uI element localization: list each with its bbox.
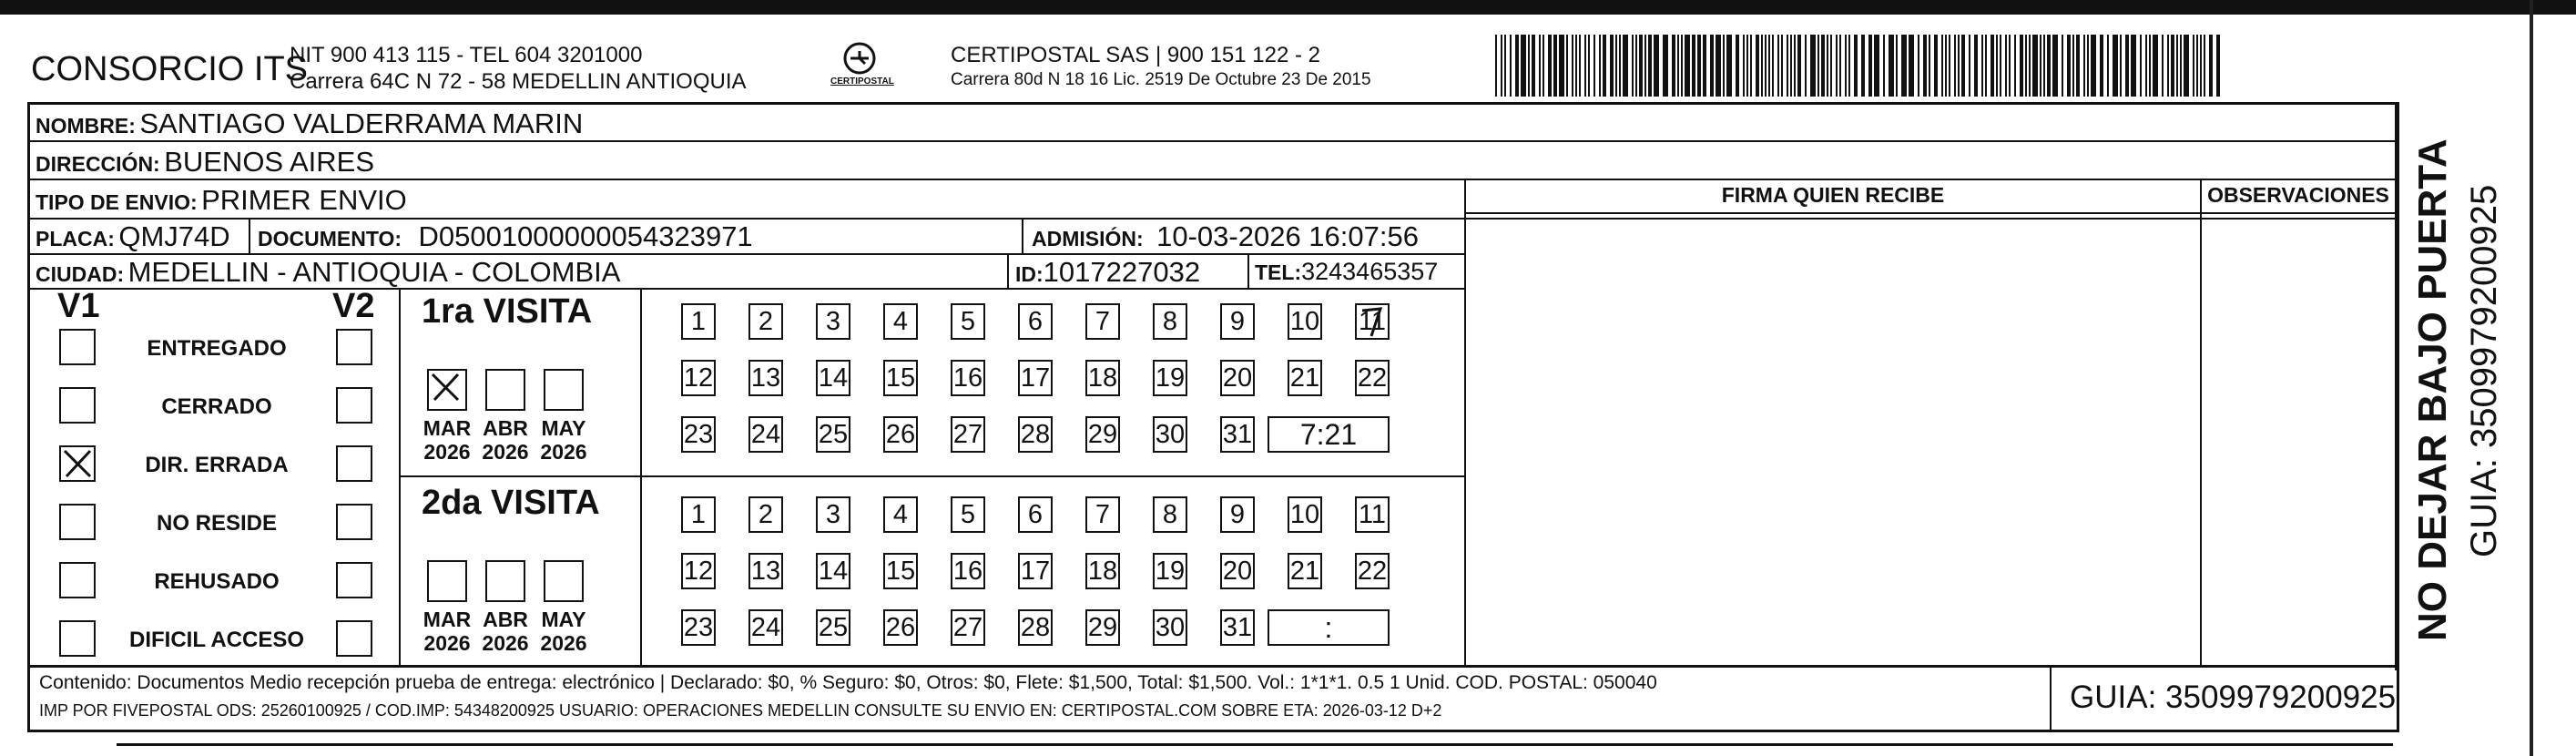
day-box[interactable]: 4: [883, 303, 918, 340]
barcode-bar: [1681, 35, 1683, 97]
barcode-bar: [2072, 35, 2074, 97]
barcode-bar: [1918, 35, 1919, 97]
status-label: NO RESIDE: [156, 511, 278, 536]
barcode-bar: [1991, 35, 1994, 97]
barcode-bar: [1495, 35, 1497, 97]
barcode-bar: [2193, 35, 2194, 97]
barcode-bar: [1889, 35, 1894, 97]
barcode-bar: [2047, 35, 2051, 97]
barcode-bar: [2120, 35, 2122, 97]
company-address: Carrera 64C N 72 - 58 MEDELLIN ANTIOQUIA: [290, 69, 747, 94]
v1-header: V1: [57, 287, 100, 325]
barcode-bar: [1528, 35, 1530, 97]
day-box[interactable]: 21: [1288, 553, 1322, 589]
visit2-title: 2da VISITA: [422, 484, 600, 522]
visit1-title: 1ra VISITA: [422, 292, 593, 331]
day-box[interactable]: 26: [883, 416, 918, 453]
admision-label: ADMISIÓN:: [1032, 227, 1144, 250]
barcode-bar: [2087, 35, 2089, 97]
v1-checkbox[interactable]: [59, 387, 96, 424]
barcode-bar: [2180, 35, 2182, 97]
tipo-label: TIPO DE ENVIO:: [36, 190, 198, 214]
certipostal-nit: CERTIPOSTAL SAS | 900 151 122 - 2: [951, 43, 1320, 67]
time-box[interactable]: :: [1268, 609, 1390, 646]
tel-value: 3243465357: [1301, 258, 1439, 285]
admision-value: 10-03-2026 16:07:56: [1156, 220, 1419, 252]
barcode-bar: [1854, 35, 1858, 97]
day-box[interactable]: 5: [951, 496, 985, 533]
day-box[interactable]: 2: [748, 496, 783, 533]
barcode-bar: [2196, 35, 2198, 97]
barcode-bar: [1974, 35, 1978, 97]
tel-label: TEL:: [1255, 261, 1302, 284]
barcode-bar: [2043, 35, 2045, 97]
v2-checkbox[interactable]: [336, 445, 372, 482]
footer-box: [27, 667, 2399, 732]
barcode-bar: [1805, 35, 1807, 97]
day-box[interactable]: 18: [1085, 360, 1120, 396]
day-box[interactable]: 24: [748, 416, 783, 453]
day-box[interactable]: 13: [748, 360, 783, 396]
nombre-label: NOMBRE:: [36, 114, 136, 138]
right-edge-line: [2530, 0, 2533, 756]
barcode-bar: [1941, 35, 1943, 97]
day-box[interactable]: 13: [748, 553, 783, 589]
day-box[interactable]: 30: [1153, 416, 1187, 453]
barcode-bar: [1961, 35, 1965, 97]
day-box[interactable]: 27: [951, 416, 985, 453]
company-name: CONSORCIO ITS: [31, 50, 309, 88]
barcode-bar: [1593, 35, 1595, 97]
barcode-bar: [1504, 35, 1506, 97]
barcode-bar: [1532, 35, 1535, 97]
barcode-bar: [2145, 35, 2147, 97]
delivery-form: [27, 102, 2399, 668]
barcode-bar: [2100, 35, 2103, 97]
barcode-bar: [1588, 35, 1590, 97]
day-box[interactable]: 21: [1288, 360, 1322, 396]
month-checkbox[interactable]: [485, 369, 525, 411]
barcode-bar: [1553, 35, 1557, 97]
day-box[interactable]: 27: [951, 609, 985, 646]
status-label: DIR. ERRADA: [145, 453, 289, 477]
barcode-bar: [1768, 35, 1770, 97]
day-box[interactable]: 3: [816, 303, 850, 340]
barcode-bar: [2107, 35, 2109, 97]
barcode-bar: [2040, 35, 2041, 97]
day-box[interactable]: 14: [816, 553, 850, 589]
day-box[interactable]: 29: [1085, 609, 1120, 646]
barcode-bar: [2009, 35, 2011, 97]
v2-checkbox[interactable]: [336, 562, 372, 598]
day-box[interactable]: 28: [1018, 416, 1053, 453]
barcode-bar: [2091, 35, 2096, 97]
day-box[interactable]: 22: [1355, 360, 1390, 396]
footer-line-2: IMP POR FIVEPOSTAL ODS: 25260100925 / COD.IMP: 54348200925 USUARIO: OPERACIONES MEDELLIN CONSULTE SU ENVIO EN: CERTIPOSTAL.COM SOBRE ETA: 2026-03-12 D+2: [39, 701, 1442, 720]
day-box[interactable]: 2: [748, 303, 783, 340]
barcode-bar: [1883, 35, 1885, 97]
logo-caption: CERTIPOSTAL: [830, 77, 894, 87]
v2-checkbox[interactable]: [336, 387, 372, 424]
barcode-bar: [1623, 35, 1628, 97]
barcode-bar: [2032, 35, 2038, 97]
barcode-bar: [1572, 35, 1573, 97]
day-box[interactable]: 5: [951, 303, 985, 340]
barcode-bar: [2062, 35, 2063, 97]
documento-row: [258, 220, 753, 253]
day-box[interactable]: 1: [681, 303, 716, 340]
barcode-bar: [1909, 35, 1914, 97]
barcode-bar: [1929, 35, 1930, 97]
barcode-bar: [2025, 35, 2027, 97]
barcode-bar: [1710, 35, 1714, 97]
direccion-value: BUENOS AIRES: [164, 146, 375, 178]
bottom-rule: [117, 743, 2393, 746]
barcode-bar: [1761, 35, 1763, 97]
day-box[interactable]: 17: [1018, 360, 1053, 396]
v2-checkbox[interactable]: [336, 504, 372, 540]
v1-checkbox[interactable]: [59, 329, 96, 365]
barcode-bar: [2153, 35, 2158, 97]
barcode: [1495, 35, 2224, 97]
ciudad-label: CIUDAD:: [36, 262, 125, 286]
documento-label: DOCUMENTO:: [258, 227, 402, 250]
v2-checkbox[interactable]: [336, 329, 372, 365]
tipo-row: [36, 184, 407, 217]
barcode-bar: [1923, 35, 1927, 97]
month-label: MAY: [541, 608, 586, 631]
barcode-bar: [1750, 35, 1752, 97]
barcode-bar: [1756, 35, 1759, 97]
month-year: 2026: [540, 631, 587, 655]
barcode-bar: [1874, 35, 1879, 97]
barcode-bar: [1635, 35, 1637, 97]
barcode-bar: [2140, 35, 2142, 97]
placa-row: [36, 220, 230, 253]
barcode-bar: [2149, 35, 2151, 97]
barcode-bar: [1716, 35, 1721, 97]
tipo-value: PRIMER ENVIO: [201, 184, 407, 216]
day-box[interactable]: 3: [816, 496, 850, 533]
v1-checkbox[interactable]: [59, 562, 96, 598]
footer-guia: GUIA: 3509979200925: [2070, 679, 2397, 715]
company-info: [290, 42, 747, 95]
month-year: 2026: [423, 631, 471, 655]
barcode-bar: [2029, 35, 2031, 97]
barcode-bar: [1868, 35, 1872, 97]
barcode-bar: [1501, 35, 1502, 97]
nombre-row: [36, 107, 583, 140]
barcode-bar: [1632, 35, 1634, 97]
barcode-bar: [1981, 35, 1983, 97]
day-box[interactable]: 25: [816, 609, 850, 646]
barcode-bar: [2014, 35, 2016, 97]
barcode-bar: [1985, 35, 1987, 97]
barcode-bar: [1575, 35, 1577, 97]
barcode-bar: [1945, 35, 1947, 97]
barcode-bar: [1958, 35, 1960, 97]
month-year: 2026: [540, 440, 587, 464]
day-box[interactable]: 9: [1220, 496, 1255, 533]
admision-row: [1032, 220, 1419, 253]
barcode-bar: [1654, 35, 1659, 97]
barcode-bar: [2020, 35, 2023, 97]
side-guia-text: GUIA: 3509979200925: [2464, 184, 2504, 557]
month-label: MAR: [423, 608, 472, 631]
barcode-bar: [2171, 35, 2174, 97]
barcode-bar: [1610, 35, 1614, 97]
id-row: [1015, 256, 1200, 289]
barcode-bar: [1603, 35, 1606, 97]
barcode-bar: [1845, 35, 1847, 97]
observaciones-header: OBSERVACIONES: [2207, 183, 2389, 207]
barcode-bar: [1934, 35, 1938, 97]
barcode-bar: [2167, 35, 2169, 97]
barcode-bar: [1896, 35, 1898, 97]
day-box[interactable]: 10: [1288, 496, 1322, 533]
day-box[interactable]: 23: [681, 609, 716, 646]
placa-value: QMJ74D: [118, 220, 230, 252]
tel-row: [1255, 258, 1438, 286]
barcode-bar: [1861, 35, 1865, 97]
barcode-bar: [1901, 35, 1907, 97]
barcode-bar: [2125, 35, 2129, 97]
day-box[interactable]: 15: [883, 553, 918, 589]
barcode-bar: [1827, 35, 1828, 97]
barcode-bar: [1723, 35, 1725, 97]
no-dejar-text: NO DEJAR BAJO PUERTA: [2410, 138, 2455, 641]
month-year: 2026: [482, 440, 529, 464]
certipostal-address: Carrera 80d N 18 16 Lic. 2519 De Octubre 23 De 2015: [951, 70, 1371, 89]
barcode-bar: [1697, 35, 1701, 97]
day-box[interactable]: 28: [1018, 609, 1053, 646]
v1-checkbox[interactable]: [59, 445, 96, 482]
barcode-bar: [2005, 35, 2007, 97]
barcode-bar: [2176, 35, 2178, 97]
time-box[interactable]: 7:21: [1268, 416, 1390, 453]
firma-header: FIRMA QUIEN RECIBE: [1721, 183, 1945, 207]
barcode-bar: [1663, 35, 1668, 97]
barcode-bar: [1821, 35, 1825, 97]
barcode-bar: [1639, 35, 1643, 97]
nombre-value: SANTIAGO VALDERRAMA MARIN: [139, 107, 584, 139]
barcode-bar: [1539, 35, 1541, 97]
barcode-bar: [1954, 35, 1956, 97]
day-box[interactable]: 29: [1085, 416, 1120, 453]
day-box[interactable]: 11: [1355, 303, 1390, 340]
barcode-bar: [1619, 35, 1621, 97]
barcode-bar: [1787, 35, 1788, 97]
barcode-bar: [1599, 35, 1601, 97]
barcode-bar: [1743, 35, 1745, 97]
barcode-bar: [1949, 35, 1950, 97]
v1-checkbox[interactable]: [59, 504, 96, 540]
barcode-bar: [1584, 35, 1586, 97]
barcode-bar: [1566, 35, 1568, 97]
month-label: MAR: [423, 416, 472, 440]
placa-label: PLACA:: [36, 227, 115, 250]
month-label: ABR: [483, 416, 528, 440]
barcode-bar: [1836, 35, 1838, 97]
day-box[interactable]: 1: [681, 496, 716, 533]
barcode-bar: [2076, 35, 2080, 97]
day-box[interactable]: 26: [883, 609, 918, 646]
top-border: [0, 0, 2576, 15]
day-box[interactable]: 7: [1085, 496, 1120, 533]
barcode-bar: [1830, 35, 1832, 97]
barcode-bar: [1746, 35, 1748, 97]
barcode-bar: [1797, 35, 1801, 97]
day-box[interactable]: 10: [1288, 303, 1322, 340]
barcode-bar: [2184, 35, 2189, 97]
company-nit: NIT 900 413 115 - TEL 604 3201000: [290, 43, 643, 67]
day-box[interactable]: 7: [1085, 303, 1120, 340]
day-box[interactable]: 11: [1355, 496, 1390, 533]
barcode-bar: [2200, 35, 2202, 97]
status-label: CERRADO: [161, 394, 272, 419]
barcode-bar: [2083, 35, 2085, 97]
day-box[interactable]: 6: [1018, 303, 1053, 340]
v2-checkbox[interactable]: [336, 620, 372, 657]
day-box[interactable]: 19: [1153, 553, 1187, 589]
footer-line-1: Contenido: Documentos Medio recepción prueba de entrega: electrónico | Declarado: $0, % Seguro: $0, Otros: $0, Flete: $1,500, Total: $1,500. Vol.: 1*1*1. 0.5 1 Unid. COD. POSTAL: 050040: [39, 672, 1657, 693]
day-box[interactable]: 12: [681, 553, 716, 589]
day-box[interactable]: 9: [1220, 303, 1255, 340]
day-box[interactable]: 17: [1018, 553, 1053, 589]
barcode-bar: [1615, 35, 1617, 97]
barcode-bar: [1692, 35, 1695, 97]
month-checkbox[interactable]: [427, 369, 467, 411]
barcode-bar: [1648, 35, 1652, 97]
ciudad-value: MEDELLIN - ANTIOQUIA - COLOMBIA: [127, 256, 621, 288]
documento-value: D05001000000054323971: [418, 220, 753, 252]
certipostal-logo-icon: [830, 40, 894, 97]
day-box[interactable]: 15: [883, 360, 918, 396]
status-label: DIFICIL ACCESO: [128, 628, 304, 652]
barcode-bar: [2000, 35, 2001, 97]
barcode-bar: [1703, 35, 1706, 97]
barcode-bar: [2131, 35, 2136, 97]
barcode-bar: [2204, 35, 2205, 97]
barcode-bar: [1726, 35, 1732, 97]
month-checkbox[interactable]: [485, 560, 525, 602]
month-checkbox[interactable]: [427, 560, 467, 602]
barcode-bar: [1765, 35, 1767, 97]
day-box[interactable]: 31: [1220, 609, 1255, 646]
v1-checkbox[interactable]: [59, 620, 96, 657]
month-year: 2026: [482, 631, 529, 655]
barcode-bar: [1548, 35, 1552, 97]
barcode-bar: [1672, 35, 1675, 97]
month-checkbox[interactable]: [544, 369, 584, 411]
barcode-bar: [1579, 35, 1581, 97]
barcode-bar: [1794, 35, 1796, 97]
barcode-bar: [2162, 35, 2164, 97]
v2-header: V2: [332, 287, 375, 325]
day-box[interactable]: 22: [1355, 553, 1390, 589]
barcode-bar: [1810, 35, 1816, 97]
barcode-bar: [2209, 35, 2213, 97]
barcode-bar: [1515, 35, 1519, 97]
direccion-label: DIRECCIÓN:: [36, 152, 160, 176]
status-label: ENTREGADO: [147, 336, 287, 361]
barcode-bar: [1839, 35, 1841, 97]
day-box[interactable]: 6: [1018, 496, 1053, 533]
day-box[interactable]: 4: [883, 496, 918, 533]
barcode-bar: [1848, 35, 1850, 97]
id-value: 1017227032: [1043, 256, 1201, 288]
day-box[interactable]: 14: [816, 360, 850, 396]
barcode-bar: [1777, 35, 1779, 97]
barcode-bar: [1521, 35, 1526, 97]
barcode-bar: [2052, 35, 2058, 97]
id-label: ID:: [1015, 262, 1044, 286]
day-box[interactable]: 24: [748, 609, 783, 646]
day-box[interactable]: 23: [681, 416, 716, 453]
barcode-bar: [1781, 35, 1783, 97]
day-box[interactable]: 20: [1220, 360, 1255, 396]
day-box[interactable]: 18: [1085, 553, 1120, 589]
barcode-bar: [1772, 35, 1774, 97]
month-year: 2026: [423, 440, 471, 464]
day-box[interactable]: 16: [951, 360, 985, 396]
month-label: MAY: [541, 416, 586, 440]
barcode-bar: [1677, 35, 1679, 97]
barcode-bar: [2067, 35, 2071, 97]
day-box[interactable]: 20: [1220, 553, 1255, 589]
day-box[interactable]: 30: [1153, 609, 1187, 646]
barcode-bar: [2216, 35, 2220, 97]
status-label: REHUSADO: [154, 569, 280, 594]
day-box[interactable]: 12: [681, 360, 716, 396]
barcode-bar: [1817, 35, 1819, 97]
month-checkbox[interactable]: [544, 560, 584, 602]
barcode-bar: [1790, 35, 1792, 97]
barcode-bar: [1969, 35, 1970, 97]
day-box[interactable]: 19: [1153, 360, 1187, 396]
barcode-bar: [1510, 35, 1512, 97]
barcode-bar: [1736, 35, 1739, 97]
day-box[interactable]: 16: [951, 553, 985, 589]
barcode-bar: [1543, 35, 1544, 97]
barcode-bar: [1996, 35, 1998, 97]
direccion-row: [36, 146, 374, 179]
barcode-bar: [1644, 35, 1646, 97]
day-box[interactable]: 8: [1153, 303, 1187, 340]
barcode-bar: [2113, 35, 2118, 97]
day-box[interactable]: 31: [1220, 416, 1255, 453]
month-label: ABR: [483, 608, 528, 631]
day-box[interactable]: 25: [816, 416, 850, 453]
day-box[interactable]: 8: [1153, 496, 1187, 533]
barcode-bar: [1685, 35, 1690, 97]
ciudad-row: [36, 256, 620, 289]
certipostal-info: [951, 42, 1371, 92]
barcode-bar: [1559, 35, 1564, 97]
